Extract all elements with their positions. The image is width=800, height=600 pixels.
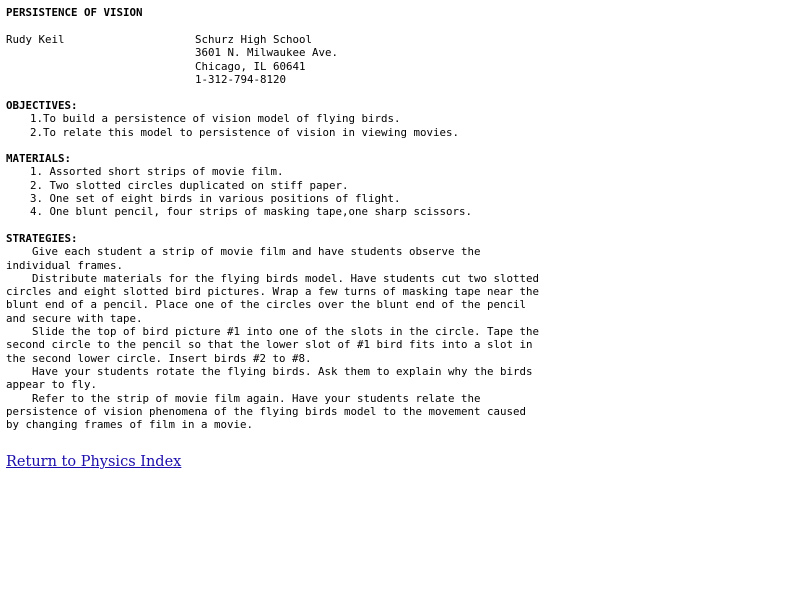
page-title: PERSISTENCE OF VISION (6, 6, 143, 19)
objectives-heading: OBJECTIVES: (6, 99, 78, 112)
school-address (195, 33, 338, 86)
strategies-heading: STRATEGIES: (6, 232, 78, 245)
material-item: 4. One blunt pencil, four strips of masking tape,one sharp scissors. (30, 205, 473, 219)
school-street: 3601 N. Milwaukee Ave. (195, 46, 339, 60)
strategy-line: Have your students rotate the flying birds. Ask them to explain why the birds (6, 364, 533, 378)
strategy-line: Distribute materials for the flying birds model. Have students cut two slotted (6, 271, 540, 285)
strategy-line: by changing frames of film in a movie. (6, 418, 254, 432)
strategy-line: appear to fly. (6, 378, 98, 392)
strategies-section (6, 232, 539, 431)
school-city: Chicago, IL 60641 (195, 59, 306, 73)
material-item: 2. Two slotted circles duplicated on stiff paper. (30, 178, 349, 192)
objective-item: 2.To relate this model to persistence of vision in viewing movies. (30, 125, 460, 139)
objective-item: 1.To build a persistence of vision model of flying birds. (30, 112, 401, 126)
school-phone: 1-312-794-8120 (195, 72, 287, 86)
strategy-line: second circle to the pencil so that the lower slot of #1 bird fits into a slot in (6, 338, 533, 352)
strategy-line: blunt end of a pencil. Place one of the circles over the blunt end of the pencil (6, 298, 527, 312)
return-to-physics-index-link[interactable]: Return to Physics Index (6, 454, 182, 470)
material-item: 3. One set of eight birds in various positions of flight. (30, 191, 401, 205)
material-item: 1. Assorted short strips of movie film. (30, 165, 284, 179)
strategy-line: the second lower circle. Insert birds #2 to #8. (6, 351, 312, 365)
strategy-line: persistence of vision phenomena of the flying birds model to the movement caused (6, 404, 527, 418)
materials-heading: MATERIALS: (6, 152, 72, 165)
strategy-line: Give each student a strip of movie film and have students observe the (6, 245, 481, 259)
materials-section (6, 152, 472, 218)
strategy-line: Slide the top of bird picture #1 into one of the slots in the circle. Tape the (6, 325, 540, 339)
strategy-line: individual frames. (6, 258, 124, 272)
objectives-section (6, 99, 459, 139)
school-name: Schurz High School (195, 33, 313, 46)
author-name: Rudy Keil (6, 33, 65, 46)
strategy-line: circles and eight slotted bird pictures. Wrap a few turns of masking tape near the (6, 285, 540, 299)
strategy-line: Refer to the strip of movie film again. Have your students relate the (6, 391, 481, 405)
strategy-line: and secure with tape. (6, 311, 143, 325)
